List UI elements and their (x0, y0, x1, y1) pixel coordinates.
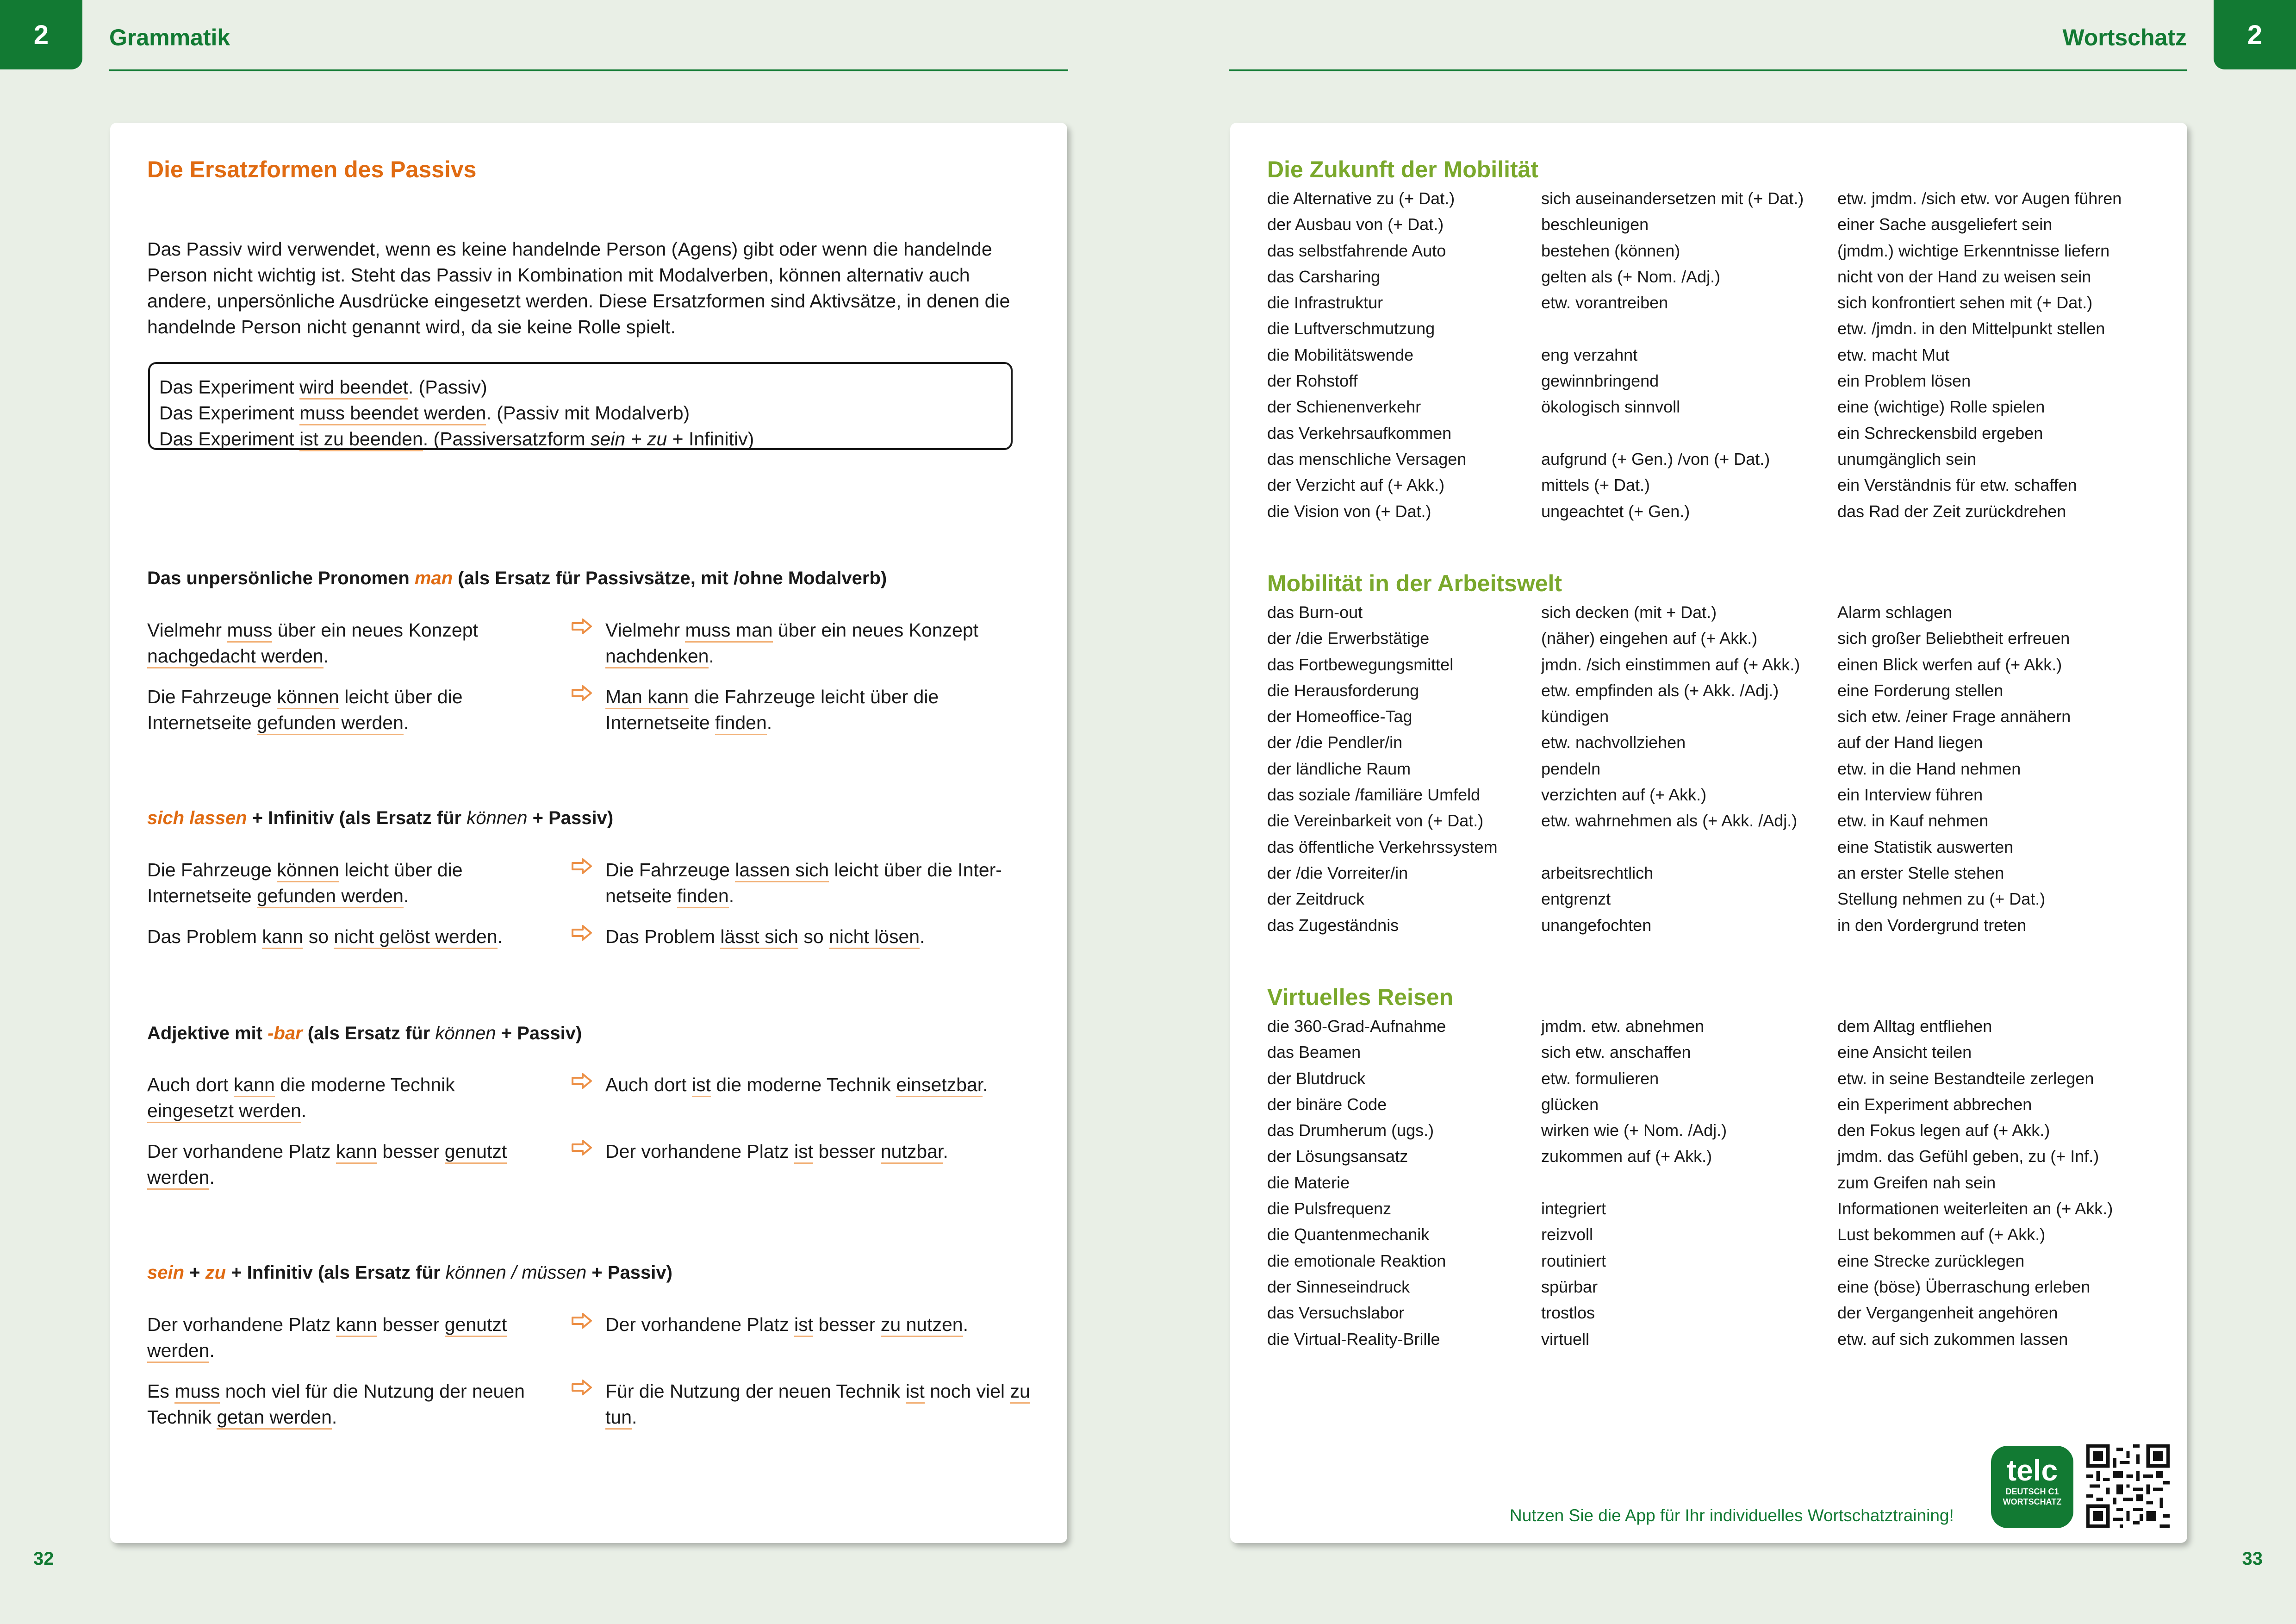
section-heading-wortschatz: Wortschatz (2062, 25, 2187, 50)
text: . (709, 645, 714, 667)
italic-text: können (435, 1023, 496, 1043)
highlight: zu nutzen (881, 1314, 963, 1337)
keyword: man (414, 568, 453, 588)
italic-text: können / müssen (445, 1262, 587, 1283)
highlight: muss (227, 619, 272, 643)
highlight: lässt sich (720, 926, 798, 949)
example-line (159, 426, 1002, 452)
page-number-left: 32 (33, 1549, 54, 1569)
vocab-heading-zukunft: Die Zukunft der Mobilität (1267, 156, 1539, 182)
arrow-icon (571, 1072, 593, 1090)
rule-heading-sich-lassen (147, 808, 613, 829)
passive-example (147, 684, 545, 736)
text: leicht über die Internetseite (147, 686, 463, 733)
replacement-example (605, 857, 1031, 909)
text: noch viel (924, 1380, 1010, 1402)
highlight: muss (174, 1380, 220, 1404)
arrow-icon (571, 1378, 593, 1397)
rule-heading-man (147, 568, 887, 589)
text: Die Fahrzeuge (147, 859, 277, 881)
text: noch viel für die Nutzung der neuen Technik (147, 1380, 525, 1428)
vocab-column-phrases: Alarm schlagen sich großer Beliebtheit erfreuen einen Blick werfen auf (+ Akk.) eine Forderung stellen sich etw. /einer Frage annähern auf der Hand liegen etw. in die Hand nehmen ein Interview führen etw. in Kauf nehmen eine Statistik auswerten an erster Stelle stehen Stellung nehmen zu (+ Dat.) in den Vordergrund treten (1837, 603, 2071, 935)
passive-example (147, 1312, 545, 1363)
text: Der vorhandene Platz (147, 1314, 336, 1335)
text: . (920, 926, 925, 947)
text: . (209, 1340, 215, 1361)
vocab-heading-virtuelles-reisen: Virtuelles Reisen (1267, 984, 1454, 1010)
highlight: nicht gelöst werden (334, 926, 497, 949)
highlight: können (277, 686, 339, 709)
rule-heading-bar (147, 1023, 582, 1044)
text: . (301, 1100, 307, 1121)
text: Der vorhandene Platz (605, 1314, 794, 1335)
highlight: eingesetzt werden (147, 1100, 301, 1123)
example-line (159, 374, 1002, 400)
text: + Passiv) (586, 1262, 672, 1283)
text: . (331, 1406, 337, 1428)
replacement-example (605, 1138, 1031, 1164)
replacement-example (605, 617, 1031, 669)
text: die moderne Technik (274, 1074, 455, 1095)
text: so (798, 926, 829, 947)
text: Auch dort (605, 1074, 692, 1095)
keyword: sein (147, 1262, 185, 1283)
passive-example (147, 617, 545, 669)
text: Die Fahrzeuge (605, 859, 735, 881)
text: die Fahrzeuge leicht über die Internetseite (605, 686, 939, 733)
grammar-card (110, 123, 1067, 1543)
text: besser (377, 1141, 445, 1162)
highlight: nachgedacht werden (147, 645, 324, 668)
highlight: kann (336, 1314, 377, 1337)
keyword: zu (205, 1262, 226, 1283)
app-promo-text: Nutzen Sie die App für Ihr individuelles Wortschatztraining! (1510, 1506, 1954, 1525)
vocab-column-nouns: die Alternative zu (+ Dat.) der Ausbau von (+ Dat.) das selbstfahrende Auto das Carsharing die Infrastruktur die Luftverschmutzung die Mobilitätswende der Rohstoff der Schienenverkehr das Verkehrsaufkommen das menschliche Versagen der Verzicht auf (+ Akk.) die Vision von (+ Dat.) (1267, 189, 1467, 521)
text: + Infinitiv (als Ersatz für (226, 1262, 446, 1283)
text: . (323, 645, 329, 667)
text: die moderne Technik (710, 1074, 896, 1095)
highlight: ist (906, 1380, 925, 1404)
arrow-icon (571, 617, 593, 636)
highlight: können (277, 859, 339, 882)
vocab-column-verbs: sich decken (mit + Dat.) (näher) eingehen auf (+ Akk.) jmdn. /sich einstimmen auf (+ Akk.) etw. empfinden als (+ Akk. /Adj.) kündigen etw. nachvollziehen pendeln verzichten auf (+ Akk.) etw. wahrnehmen als (+ Akk. /Adj.) arbeitsrechtlich entgrenzt unangefochten (1541, 603, 1800, 935)
highlight: ist zu beenden (299, 428, 423, 451)
text: leicht über die Internetseite (147, 859, 463, 906)
passive-example (147, 857, 545, 909)
highlight: wird beendet (299, 376, 408, 400)
example-box (148, 362, 1013, 450)
highlight: genutzt werden (147, 1314, 507, 1363)
text: leicht über die Inter-netseite (605, 859, 1002, 906)
text: Adjektive mit (147, 1023, 268, 1043)
text: Das Problem (147, 926, 262, 947)
text: besser (377, 1314, 445, 1335)
highlight: muss beendet werden (299, 402, 486, 425)
highlight: finden (715, 712, 767, 735)
replacement-example (605, 924, 1031, 949)
highlight: zu tun (605, 1380, 1030, 1430)
highlight: Man kann (605, 686, 689, 709)
highlight: nachdenken (605, 645, 709, 668)
highlight: ist (794, 1141, 813, 1164)
text: . (728, 885, 734, 906)
header-rule-left (109, 69, 1068, 71)
text: Vielmehr (147, 619, 227, 641)
text: so (303, 926, 334, 947)
text: Das Experiment (159, 402, 300, 424)
replacement-example (605, 1312, 1031, 1337)
vocab-column-phrases: etw. jmdm. /sich etw. vor Augen führen einer Sache ausgeliefert sein (jmdm.) wichtige Erkenntnisse liefern nicht von der Hand zu weisen sein sich konfrontiert sehen mit (+ Dat.) etw. /jmdn. in den Mittelpunkt stellen etw. macht Mut ein Problem lösen eine (wichtige) Rolle spielen ein Schreckensbild ergeben unumgänglich sein ein Verständnis für etw. schaffen das Rad der Zeit zurückdrehen (1837, 189, 2122, 521)
text: . (766, 712, 772, 733)
text: . (Passiv mit Modalverb) (486, 402, 690, 424)
rule-heading-sein-zu (147, 1262, 672, 1283)
replacement-example (605, 1378, 1031, 1430)
vocab-heading-arbeitswelt: Mobilität in der Arbeitswelt (1267, 570, 1562, 596)
text: über ein neues Konzept (272, 619, 478, 641)
passive-example (147, 1378, 545, 1430)
text: . (963, 1314, 969, 1335)
highlight: ist (794, 1314, 813, 1337)
text: Für die Nutzung der neuen Technik (605, 1380, 906, 1402)
arrow-icon (571, 684, 593, 702)
highlight: lassen sich (735, 859, 829, 882)
qr-code-icon[interactable] (2086, 1444, 2170, 1528)
text: Das unpersönliche Pronomen (147, 568, 415, 588)
text: Das Experiment (159, 428, 300, 450)
intro-paragraph: Das Passiv wird verwendet, wenn es keine handelnde Person (Agens) gibt oder wenn die handelnde Person nicht wichtig ist. Steht das Passiv in Kombination mit Modalverben, können alternativ auch andere, unpersönliche Ausdrücke eingesetzt werden. Diese Ersatzformen sind Aktivsätze, in denen die handelnde Person nicht genannt wird, da sie keine Rolle spielt. (147, 238, 1010, 337)
text: + Infinitiv) (667, 428, 754, 450)
passive-example (147, 1072, 545, 1124)
keyword: sich lassen (147, 808, 247, 828)
text: Der vorhandene Platz (605, 1141, 794, 1162)
arrow-icon (571, 1312, 593, 1330)
page-number-right: 33 (2242, 1549, 2263, 1569)
text: Auch dort (147, 1074, 234, 1095)
vocab-column-verbs: sich auseinandersetzen mit (+ Dat.) beschleunigen bestehen (können) gelten als (+ Nom. /Adj.) etw. vorantreiben eng verzahnt gewinnbringend ökologisch sinnvoll aufgrund (+ Gen.) /von (+ Dat.) mittels (+ Dat.) ungeachtet (+ Gen.) (1541, 189, 1804, 521)
replacement-example (605, 1072, 1031, 1098)
arrow-icon (571, 1138, 593, 1157)
highlight: kann (262, 926, 303, 949)
vocabulary-card (1230, 123, 2187, 1543)
highlight: muss man (685, 619, 772, 643)
page-title: Die Ersatzformen des Passivs (147, 156, 477, 182)
highlight: nicht lösen (829, 926, 920, 949)
italic-text: sein + zu (591, 428, 667, 450)
text: Das Problem (605, 926, 721, 947)
text: Die Fahrzeuge (147, 686, 277, 707)
text: . (209, 1167, 215, 1188)
text: + (184, 1262, 205, 1283)
text: . (Passiversatzform (423, 428, 591, 450)
text: . (403, 885, 409, 906)
highlight: nutzbar (881, 1141, 943, 1164)
text: Vielmehr (605, 619, 685, 641)
app-subtitle: WORTSCHATZ (2003, 1497, 2062, 1506)
highlight: gefunden werden (257, 885, 404, 908)
header-rule-right (1229, 69, 2187, 71)
highlight: kann (234, 1074, 275, 1097)
telc-app-icon[interactable] (1991, 1446, 2073, 1528)
highlight: genutzt werden (147, 1141, 507, 1190)
text: . (403, 712, 409, 733)
example-line (159, 400, 1002, 426)
chapter-tab-left: 2 (0, 0, 82, 69)
text: + Infinitiv (als Ersatz für (247, 808, 467, 828)
chapter-tab-right: 2 (2214, 0, 2296, 69)
italic-text: können (467, 808, 528, 828)
passive-example (147, 924, 545, 949)
section-heading-grammatik: Grammatik (109, 25, 230, 50)
arrow-icon (571, 924, 593, 942)
text: besser (813, 1314, 881, 1335)
highlight: gefunden werden (257, 712, 404, 735)
highlight: ist (692, 1074, 711, 1097)
vocab-column-nouns: das Burn-out der /die Erwerbstätige das Fortbewegungsmittel die Herausforderung der Homeoffice-Tag der /die Pendler/in der ländliche Raum das soziale /familiäre Umfeld die Vereinbarkeit von (+ Dat.) das öffentliche Verkehrssystem der /die Vorreiter/in der Zeitdruck das Zugeständnis (1267, 603, 1498, 935)
highlight: getan werden (217, 1406, 331, 1430)
replacement-example (605, 684, 1031, 736)
text: (als Ersatz für Passivsätze, mit /ohne Modalverb) (453, 568, 887, 588)
text: besser (813, 1141, 881, 1162)
text: (als Ersatz für (302, 1023, 436, 1043)
vocab-column-phrases: dem Alltag entfliehen eine Ansicht teilen etw. in seine Bestandteile zerlegen ein Experiment abbrechen den Fokus legen auf (+ Akk.) jmdm. das Gefühl geben, zu (+ Inf.) zum Greifen nah sein Informationen weiterleiten an (+ Akk.) Lust bekommen auf (+ Akk.) eine Strecke zurücklegen eine (böse) Überraschung erleben der Vergangenheit angehören etw. auf sich zukommen lassen (1837, 1017, 2113, 1349)
vocab-column-verbs: jmdm. etw. abnehmen sich etw. anschaffen etw. formulieren glücken wirken wie (+ Nom. /Adj.) zukommen auf (+ Akk.) integriert reizvoll routiniert spürbar trostlos virtuell (1541, 1017, 1727, 1349)
highlight: einsetzbar (896, 1074, 983, 1097)
highlight: finden (677, 885, 729, 908)
text: + Passiv) (527, 808, 614, 828)
text: . (Passiv) (408, 376, 487, 398)
text: . (632, 1406, 637, 1428)
highlight: kann (336, 1141, 377, 1164)
text: über ein neues Konzept (772, 619, 979, 641)
text: + Passiv) (496, 1023, 582, 1043)
text: . (943, 1141, 948, 1162)
vocab-column-nouns: die 360-Grad-Aufnahme das Beamen der Blutdruck der binäre Code das Drumherum (ugs.) der Lösungsansatz die Materie die Pulsfrequenz die Quantenmechanik die emotionale Reaktion der Sinneseindruck das Versuchslabor die Virtual-Reality-Brille (1267, 1017, 1446, 1349)
text: . (983, 1074, 988, 1095)
text: Der vorhandene Platz (147, 1141, 336, 1162)
app-brand: telc (2006, 1454, 2058, 1487)
text: Es (147, 1380, 175, 1402)
text: Das Experiment (159, 376, 300, 398)
keyword: -bar (268, 1023, 303, 1043)
arrow-icon (571, 857, 593, 875)
app-subtitle: DEUTSCH C1 (2005, 1487, 2059, 1496)
text: . (497, 926, 503, 947)
passive-example (147, 1138, 545, 1190)
